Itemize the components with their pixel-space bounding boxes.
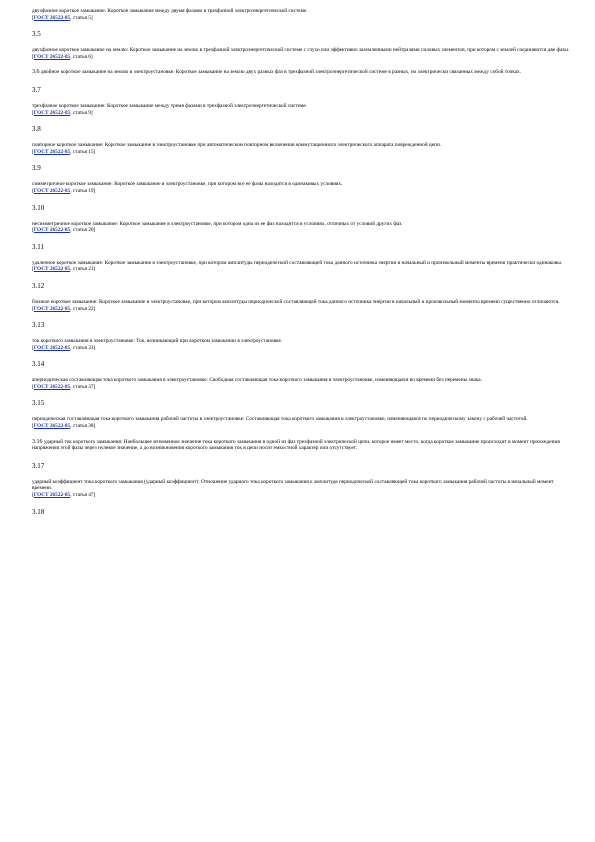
definition-entry [32, 47, 572, 60]
definition-entry [32, 299, 572, 312]
definition-text: : Наибольшее мгновенное значение тока короткого замыкания в одной из фаз трехфазной электрической цепи, которое имеет место, когда короткое замыкание происходит в момент прохождения напряжения этой фазы через нулевое значение, а до возникновения короткого замыкания ток в цепи носит емкостной характер или отсутствует. [32, 438, 560, 452]
gost-link[interactable]: ГОСТ 26522-85 [33, 492, 71, 499]
term: повторное короткое замыкание [32, 142, 103, 149]
reference-close: , статья 19] [70, 187, 96, 194]
gost-link[interactable]: ГОСТ 26522-85 [33, 344, 71, 351]
reference-close: , статья 21] [70, 266, 96, 273]
term: несимметричное короткое замыкание [32, 220, 117, 227]
section-number: 3.9 [32, 164, 41, 173]
gost-link[interactable]: ГОСТ 26522-85 [33, 109, 71, 116]
definition-text: : Короткое замыкание в электроустановке, при котором все ее фазы находятся в одинаковых условиях. [111, 181, 343, 188]
reference-close: , статья 38] [70, 423, 96, 430]
gost-link[interactable]: ГОСТ 26522-85 [33, 383, 71, 390]
term: периодическая составляющая тока короткого замыкания рабочей частоты в электроустановке [32, 416, 244, 423]
reference-open: [ [32, 383, 34, 390]
term: удаленное короткое замыкание [32, 259, 102, 266]
reference-close: , статья 9] [70, 109, 93, 116]
reference [32, 149, 572, 156]
definition-entry [32, 8, 572, 21]
definition-entry [32, 142, 572, 155]
section-number: 3.18 [32, 507, 45, 516]
reference [32, 266, 572, 273]
reference-close: , статья 47] [70, 492, 96, 499]
gost-link[interactable]: ГОСТ 26522-85 [33, 53, 71, 60]
definition-entry [32, 338, 572, 351]
definition-text: : Короткое замыкание на землю двух разных фаз в трехфазной электроэнергетической системе в разных, но электрически связанных между собой точках. [173, 69, 522, 76]
gost-link[interactable]: ГОСТ 26522-85 [33, 266, 71, 273]
term: ударный ток короткого замыкания [43, 438, 121, 445]
reference-close: , статья 33] [70, 344, 96, 351]
reference-open: [ [32, 266, 34, 273]
definition-entry [32, 479, 572, 499]
section-number: 3.6 [32, 69, 40, 76]
term: ударный коэффициент тока короткого замыкания (ударный коэффициент) [32, 478, 199, 485]
definition-entry [32, 69, 572, 76]
definition-text: : Короткое замыкание в электроустановке, при котором амплитуды периодической составляющей тока данного источника энергии в начальный и произвольный моменты времени практически одинаковы. [101, 259, 563, 266]
term: двухфазное короткое замыкание [32, 8, 105, 14]
definition-text: : Короткое замыкание на землю в трехфазной электроэнергетической системе с глухо или эффективно заземленными нейтралями силовых элементов, при котором с землей соединяются две фазы. [126, 47, 570, 54]
document-page [32, 8, 572, 525]
gost-link[interactable]: ГОСТ 26522-85 [33, 227, 71, 234]
definition-entry [32, 221, 572, 234]
reference [32, 423, 572, 430]
gost-link[interactable]: ГОСТ 26522-85 [33, 305, 71, 312]
definition-text: : Короткое замыкание в электроустановке, при котором одна из ее фаз находится в условиях, отличных от условий других фаз. [116, 220, 403, 227]
reference-open: [ [32, 492, 34, 499]
reference-open: [ [32, 305, 34, 312]
reference-close: , статья 15] [70, 148, 96, 155]
term: близкое короткое замыкание [32, 298, 97, 305]
reference [32, 188, 572, 195]
definition-entry [32, 439, 572, 452]
reference-close: , статья 22] [70, 305, 96, 312]
reference [32, 345, 572, 352]
section-number: 3.7 [32, 85, 41, 94]
term: симметричное короткое замыкание [32, 181, 112, 188]
term: ток короткого замыкания в электроустановке [32, 338, 134, 345]
reference [32, 384, 572, 391]
definition-entry [32, 103, 572, 116]
reference-open: [ [32, 14, 34, 21]
reference-open: [ [32, 423, 34, 430]
reference-close: , статья 6] [70, 53, 93, 60]
reference-open: [ [32, 109, 34, 116]
reference [32, 492, 572, 499]
reference [32, 227, 572, 234]
section-number: 3.10 [32, 203, 45, 212]
reference-close: , статья 37] [70, 383, 96, 390]
section-number: 3.15 [32, 399, 45, 408]
gost-link[interactable]: ГОСТ 26522-85 [33, 148, 71, 155]
term: апериодическая составляющая тока короткого замыкания в электроустановке [32, 377, 207, 384]
section-number: 3.11 [32, 242, 44, 251]
reference-close: , статья 20] [70, 227, 96, 234]
definition-text: : Короткое замыкание между тремя фазами в трехфазной электроэнергетической системе. [104, 102, 308, 109]
reference-open: [ [32, 344, 34, 351]
definition-entry [32, 181, 572, 194]
definition-text: : Ток, возникающий при коротком замыкании в электроустановке. [133, 338, 283, 345]
term: двухфазное короткое замыкание на землю [32, 47, 127, 54]
section-number: 3.17 [32, 461, 45, 470]
definition-text: : Составляющая тока короткого замыкания в электроустановке, изменяющаяся по периодическому закону с рабочей частотой. [243, 416, 528, 423]
term: двойное короткое замыкание на землю в электроустановке [40, 69, 174, 76]
section-number: 3.16 [32, 438, 43, 445]
reference-open: [ [32, 227, 34, 234]
reference [32, 110, 572, 117]
section-number: 3.8 [32, 125, 41, 134]
section-number: 3.12 [32, 281, 45, 290]
gost-link[interactable]: ГОСТ 26522-85 [33, 14, 71, 21]
reference [32, 306, 572, 313]
reference-open: [ [32, 53, 34, 60]
definition-entry [32, 377, 572, 390]
definition-text: : Свободная составляющая тока короткого замыкания в электроустановке, изменяющаяся во времени без перемены знака. [206, 377, 482, 384]
definition-text: : Короткое замыкание в электроустановке, при котором амплитуды периодической составляющей тока данного источника энергии в начальный и произвольный моменты времени существенно отличаются. [96, 298, 560, 305]
definition-entry [32, 416, 572, 429]
gost-link[interactable]: ГОСТ 26522-85 [33, 187, 71, 194]
definition-text: : Отношение ударного тока короткого замыкания к амплитуде периодической составляющей тока короткого замыкания рабочей частоты в начальный момент времени. [32, 478, 554, 492]
reference-open: [ [32, 148, 34, 155]
reference-open: [ [32, 187, 34, 194]
gost-link[interactable]: ГОСТ 26522-85 [33, 423, 71, 430]
reference [32, 15, 572, 22]
definition-text: : Короткое замыкание между двумя фазами в трехфазной электроэнергетической системе. [104, 8, 308, 14]
definition-text: : Короткое замыкание в электроустановке при автоматическом повторном включении коммутационного электрического аппарата поврежденной цепи. [102, 142, 442, 149]
section-number: 3.14 [32, 360, 45, 369]
definition-entry [32, 260, 572, 273]
reference [32, 54, 572, 61]
section-number: 3.13 [32, 321, 45, 330]
reference-close: , статья 5] [70, 14, 93, 21]
term: трехфазное короткое замыкание [32, 102, 105, 109]
section-number: 3.5 [32, 30, 41, 39]
